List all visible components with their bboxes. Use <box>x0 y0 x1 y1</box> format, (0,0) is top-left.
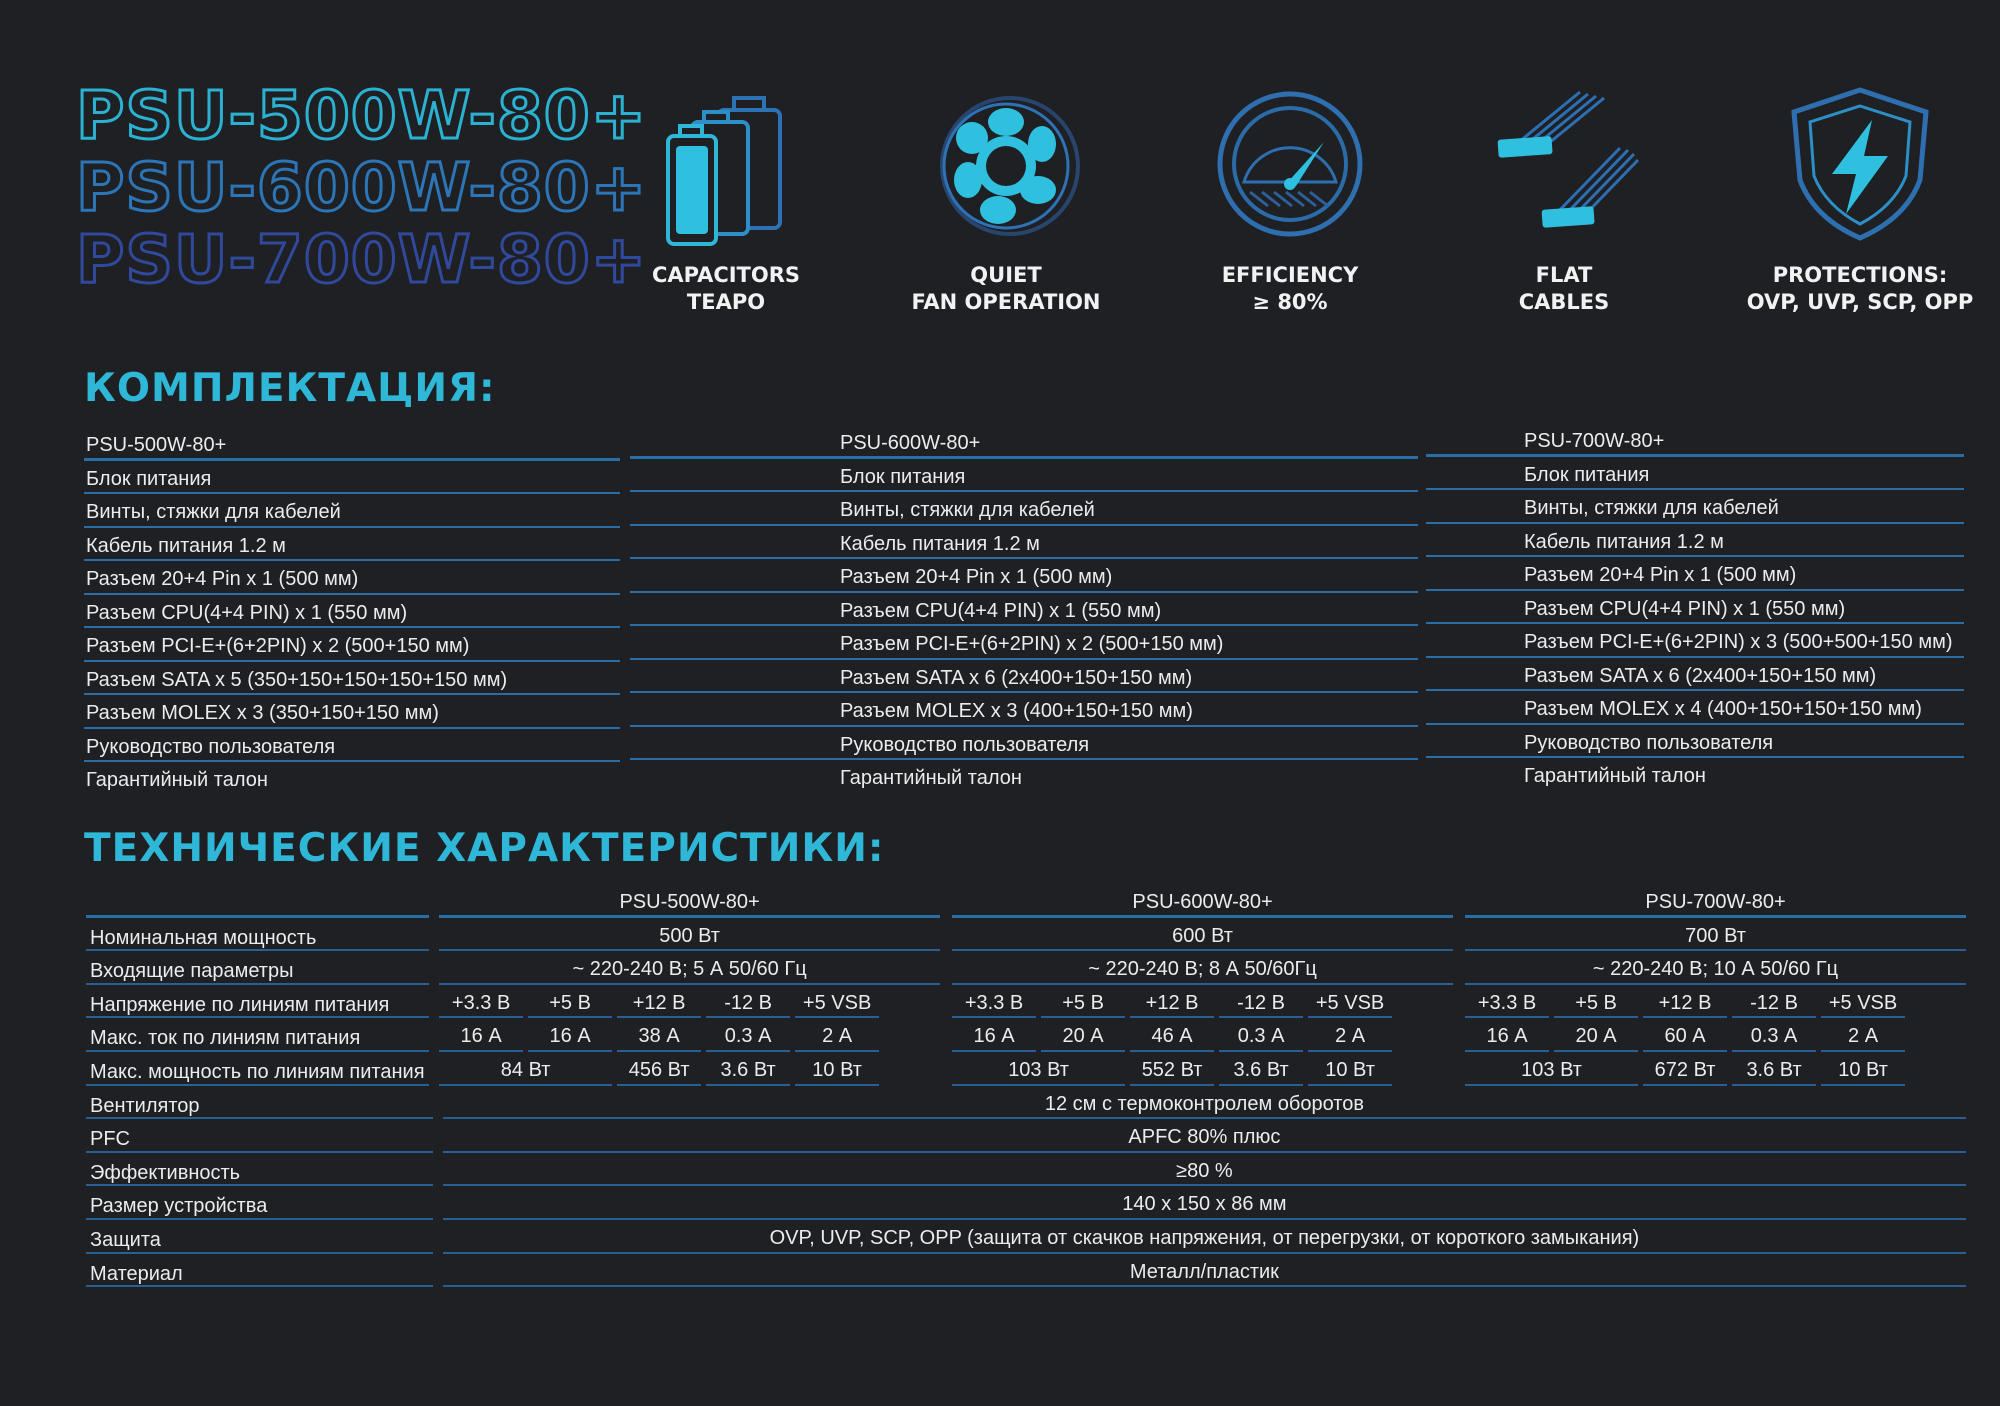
list-item: Блок питания <box>1426 457 1964 491</box>
feature-protections <box>1730 86 1990 316</box>
shield-lightning-icon <box>1780 86 1940 246</box>
table-cell: 46 А <box>1130 1018 1214 1052</box>
list-item: Кабель питания 1.2 м <box>630 526 1418 560</box>
table-cell: 16 А <box>528 1018 612 1052</box>
list-item: Блок питания <box>84 461 620 495</box>
fan-icon <box>926 86 1086 246</box>
table-cell: 0.3 А <box>1219 1018 1303 1052</box>
list-item: Кабель питания 1.2 м <box>1426 524 1964 558</box>
list-item: Винты, стяжки для кабелей <box>630 492 1418 526</box>
header-blank-cell <box>86 884 429 918</box>
table-header-row <box>86 884 1966 918</box>
row-label: Макс. ток по линиям питания <box>86 1018 429 1052</box>
table-row <box>86 1018 1966 1052</box>
table-cell: 500 Вт <box>439 918 940 952</box>
row-label: Материал <box>86 1254 433 1288</box>
table-cell: 10 Вт <box>1821 1052 1905 1086</box>
list-item: Разъем MOLEX x 3 (400+150+150 мм) <box>630 693 1418 727</box>
list-item: Разъем SATA x 6 (2x400+150+150 мм) <box>1426 658 1964 692</box>
table-row <box>86 1086 1966 1120</box>
table-cell: +3.3 В <box>1465 985 1549 1019</box>
table-cell: 600 Вт <box>952 918 1453 952</box>
table-cell: +3.3 В <box>439 985 523 1019</box>
list-item: Разъем CPU(4+4 PIN) x 1 (550 мм) <box>630 593 1418 627</box>
feature-label: FLAT CABLES <box>1518 263 1610 314</box>
list-item: Руководство пользователя <box>630 727 1418 761</box>
table-cell: +12 В <box>1643 985 1727 1019</box>
table-cell: OVP, UVP, SCP, OPP (защита от скачков напряжения, от перегрузки, от короткого замыкания) <box>443 1220 1966 1254</box>
column-header: PSU-700W-80+ <box>1465 884 1966 918</box>
row-label: Размер устройства <box>86 1186 433 1220</box>
table-cell: 456 Вт <box>617 1052 701 1086</box>
list-item: Разъем MOLEX x 4 (400+150+150+150 мм) <box>1426 691 1964 725</box>
list-item: Винты, стяжки для кабелей <box>84 494 620 528</box>
table-cell: ≥80 % <box>443 1153 1966 1187</box>
table-row <box>86 985 1966 1019</box>
table-cell: 38 А <box>617 1018 701 1052</box>
feature-label: PROTECTIONS: OVP, UVP, SCP, OPP <box>1746 263 1974 314</box>
table-row <box>86 951 1966 985</box>
spec-table <box>86 884 1966 1287</box>
table-cell: 0.3 А <box>1732 1018 1816 1052</box>
model-title: PSU-600W-80+ <box>76 149 648 226</box>
model-title: PSU-700W-80+ <box>76 221 648 298</box>
list-item: Гарантийный талон <box>840 767 1022 789</box>
table-cell: -12 В <box>1732 985 1816 1019</box>
table-cell: 16 А <box>439 1018 523 1052</box>
list-item: Разъем PCI-E+(6+2PIN) x 3 (500+500+150 мм) <box>1426 624 1964 658</box>
table-cell: 2 А <box>1821 1018 1905 1052</box>
table-cell: 60 А <box>1643 1018 1727 1052</box>
table-row <box>86 1186 1966 1220</box>
table-cell: 2 А <box>795 1018 879 1052</box>
table-row <box>86 1220 1966 1254</box>
feature-label: CAPACITORS TEAPO <box>651 263 801 314</box>
table-cell: +5 В <box>1041 985 1125 1019</box>
list-item: Разъем 20+4 Pin x 1 (500 мм) <box>1426 557 1964 591</box>
list-item: PSU-500W-80+ <box>84 427 620 461</box>
feature-flat-cables <box>1434 86 1694 316</box>
table-cell: 12 см с термоконтролем оборотов <box>443 1086 1966 1120</box>
table-row <box>86 1254 1966 1288</box>
column-header: PSU-500W-80+ <box>439 884 940 918</box>
row-label: Номинальная мощность <box>86 918 429 952</box>
table-cell: +5 VSB <box>1821 985 1905 1019</box>
list-item: Разъем CPU(4+4 PIN) x 1 (550 мм) <box>1426 591 1964 625</box>
feature-capacitors <box>596 86 856 316</box>
row-label: Макс. мощность по линиям питания <box>86 1052 429 1086</box>
table-cell: 103 Вт <box>952 1052 1125 1086</box>
list-item: Разъем PCI-E+(6+2PIN) x 2 (500+150 мм) <box>84 628 620 662</box>
column-header: PSU-600W-80+ <box>952 884 1453 918</box>
row-label: Защита <box>86 1220 433 1254</box>
list-item: Разъем MOLEX x 3 (350+150+150 мм) <box>84 695 620 729</box>
table-cell: 103 Вт <box>1465 1052 1638 1086</box>
kit-section-title: КОМПЛЕКТАЦИЯ: <box>84 366 496 411</box>
spec-section-title: ТЕХНИЧЕСКИЕ ХАРАКТЕРИСТИКИ: <box>84 826 885 871</box>
gauge-icon <box>1210 86 1370 246</box>
table-cell: 3.6 Вт <box>1219 1052 1303 1086</box>
table-cell: 700 Вт <box>1465 918 1966 952</box>
table-cell: 16 А <box>952 1018 1036 1052</box>
table-cell: 3.6 Вт <box>706 1052 790 1086</box>
kit-column-700w <box>1426 423 1964 792</box>
table-cell: +3.3 В <box>952 985 1036 1019</box>
table-cell: APFC 80% плюс <box>443 1119 1966 1153</box>
capacitor-battery-icon <box>646 86 806 246</box>
list-item: PSU-700W-80+ <box>1426 423 1964 457</box>
list-item: Гарантийный талон <box>1524 765 1706 787</box>
table-cell: ~ 220-240 В; 8 А 50/60Гц <box>952 951 1453 985</box>
row-label: Эффективность <box>86 1153 433 1187</box>
table-row <box>86 918 1966 952</box>
list-item: Разъем 20+4 Pin x 1 (500 мм) <box>630 559 1418 593</box>
list-item: Гарантийный талон <box>86 769 268 791</box>
table-cell: 140 x 150 x 86 мм <box>443 1186 1966 1220</box>
table-cell: 16 А <box>1465 1018 1549 1052</box>
list-item: PSU-600W-80+ <box>630 425 1418 459</box>
feature-label: EFFICIENCY ≥ 80% <box>1221 263 1359 314</box>
table-cell: +12 В <box>1130 985 1214 1019</box>
table-row <box>86 1153 1966 1187</box>
table-cell: 552 Вт <box>1130 1052 1214 1086</box>
list-item: Разъем 20+4 Pin x 1 (500 мм) <box>84 561 620 595</box>
table-cell: +12 В <box>617 985 701 1019</box>
list-item: Руководство пользователя <box>1426 725 1964 759</box>
feature-quiet-fan <box>876 86 1136 316</box>
feature-label: QUIET FAN OPERATION <box>911 263 1101 314</box>
list-item: Винты, стяжки для кабелей <box>1426 490 1964 524</box>
table-cell: ~ 220-240 В; 10 А 50/60 Гц <box>1465 951 1966 985</box>
list-item: Руководство пользователя <box>84 729 620 763</box>
list-item: Разъем SATA x 6 (2x400+150+150 мм) <box>630 660 1418 694</box>
table-cell: 2 А <box>1308 1018 1392 1052</box>
table-cell: +5 В <box>528 985 612 1019</box>
list-item: Разъем PCI-E+(6+2PIN) x 2 (500+150 мм) <box>630 626 1418 660</box>
kit-column-600w <box>630 425 1418 794</box>
row-label: Вентилятор <box>86 1086 433 1120</box>
model-title-group <box>76 77 648 298</box>
table-row <box>86 1052 1966 1086</box>
table-cell: 3.6 Вт <box>1732 1052 1816 1086</box>
list-item: Кабель питания 1.2 м <box>84 528 620 562</box>
table-cell: +5 VSB <box>795 985 879 1019</box>
list-item: Разъем CPU(4+4 PIN) x 1 (550 мм) <box>84 595 620 629</box>
table-cell: 20 А <box>1554 1018 1638 1052</box>
table-cell: Металл/пластик <box>443 1254 1966 1288</box>
feature-efficiency <box>1160 86 1420 316</box>
list-item: Разъем SATA x 5 (350+150+150+150+150 мм) <box>84 662 620 696</box>
table-cell: +5 В <box>1554 985 1638 1019</box>
kit-column-500w <box>84 427 620 796</box>
table-cell: 10 Вт <box>795 1052 879 1086</box>
flat-cable-icon <box>1484 86 1644 246</box>
table-cell: 672 Вт <box>1643 1052 1727 1086</box>
list-item: Блок питания <box>630 459 1418 493</box>
table-cell: 84 Вт <box>439 1052 612 1086</box>
model-title: PSU-500W-80+ <box>76 77 648 154</box>
table-cell: 10 Вт <box>1308 1052 1392 1086</box>
table-cell: -12 В <box>706 985 790 1019</box>
row-label: Напряжение по линиям питания <box>86 985 429 1019</box>
row-label: PFC <box>86 1119 433 1153</box>
table-cell: -12 В <box>1219 985 1303 1019</box>
table-cell: ~ 220-240 В; 5 А 50/60 Гц <box>439 951 940 985</box>
table-cell: +5 VSB <box>1308 985 1392 1019</box>
table-row <box>86 1119 1966 1153</box>
table-cell: 20 А <box>1041 1018 1125 1052</box>
table-cell: 0.3 А <box>706 1018 790 1052</box>
row-label: Входящие параметры <box>86 951 429 985</box>
